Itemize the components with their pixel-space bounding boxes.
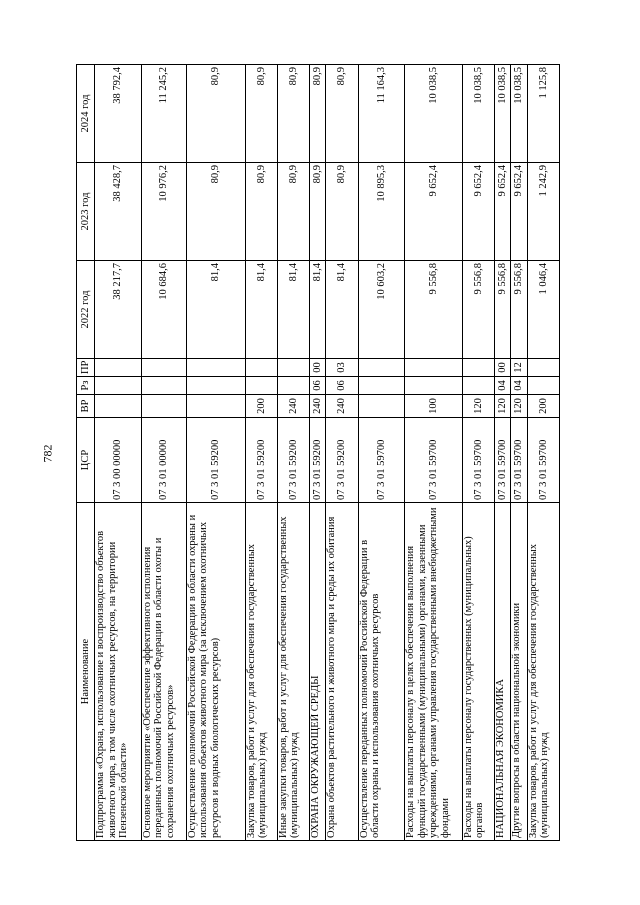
row-2022: 81,4 xyxy=(310,261,326,359)
row-2024: 10 038,5 xyxy=(405,65,463,163)
row-name: Другие вопросы в области национальной экономики xyxy=(511,503,527,841)
header-rz: Рз xyxy=(77,377,95,395)
row-csr: 07 3 01 59700 xyxy=(405,418,463,503)
row-name: Подпрограмма «Охрана, использование и воспроизводство объектов животного мира, в том числе охотничьих ресурсов, на территории Пензенской области» xyxy=(95,503,142,841)
row-csr: 07 3 01 59200 xyxy=(310,418,326,503)
table-row xyxy=(277,65,309,841)
row-2024: 11 164,3 xyxy=(358,65,405,163)
row-csr: 07 3 01 59700 xyxy=(495,418,511,503)
row-pr xyxy=(527,359,559,377)
row-2022: 9 556,8 xyxy=(462,261,494,359)
row-name: Закупка товаров, работ и услуг для обеспечения государственных (муниципальных) нужд xyxy=(245,503,277,841)
row-csr: 07 3 01 59700 xyxy=(527,418,559,503)
header-csr: ЦСР xyxy=(77,418,95,503)
header-pr: ПР xyxy=(77,359,95,377)
table-row xyxy=(462,65,494,841)
table-row xyxy=(358,65,405,841)
row-2022: 38 217,7 xyxy=(95,261,142,359)
header-2024: 2024 год xyxy=(77,65,95,163)
table-row xyxy=(511,65,527,841)
row-csr: 07 3 01 59200 xyxy=(326,418,358,503)
row-rz xyxy=(405,377,463,395)
header-2022: 2022 год xyxy=(77,261,95,359)
table-row xyxy=(527,65,559,841)
table-row xyxy=(405,65,463,841)
row-rz xyxy=(141,377,186,395)
row-rz xyxy=(245,377,277,395)
row-2022: 81,4 xyxy=(326,261,358,359)
table-row xyxy=(95,65,142,841)
row-2022: 9 556,8 xyxy=(405,261,463,359)
row-rz xyxy=(277,377,309,395)
row-vr: 240 xyxy=(326,395,358,418)
row-vr: 120 xyxy=(462,395,494,418)
row-pr: 00 xyxy=(310,359,326,377)
row-name: ОХРАНА ОКРУЖАЮЩЕЙ СРЕДЫ xyxy=(310,503,326,841)
row-name: Иные закупки товаров, работ и услуг для обеспечения государственных (муниципальных) нужд xyxy=(277,503,309,841)
row-vr: 200 xyxy=(527,395,559,418)
row-2024: 10 038,5 xyxy=(495,65,511,163)
row-pr xyxy=(245,359,277,377)
table-row xyxy=(495,65,511,841)
row-2022: 10 603,2 xyxy=(358,261,405,359)
row-pr xyxy=(405,359,463,377)
row-rz xyxy=(186,377,245,395)
table-row xyxy=(141,65,186,841)
row-2022: 9 556,8 xyxy=(511,261,527,359)
row-csr: 07 3 01 59700 xyxy=(511,418,527,503)
row-vr xyxy=(141,395,186,418)
table-row xyxy=(326,65,358,841)
table-row xyxy=(186,65,245,841)
row-name: Расходы на выплаты персоналу в целях обеспечения выполнения функций государственными (муниципальными) органами, казенными учреждениями, органами управления государственными внебюджетными фондами xyxy=(405,503,463,841)
row-2023: 9 652,4 xyxy=(405,163,463,261)
row-rz: 06 xyxy=(310,377,326,395)
page-number: 782 xyxy=(40,444,55,463)
row-2023: 9 652,4 xyxy=(511,163,527,261)
row-vr: 240 xyxy=(310,395,326,418)
row-name: Осуществление переданных полномочий Российской Федерации в области охраны и использования охотничьих ресурсов xyxy=(358,503,405,841)
row-csr: 07 3 00 00000 xyxy=(95,418,142,503)
row-rz: 04 xyxy=(511,377,527,395)
row-vr xyxy=(358,395,405,418)
row-2023: 9 652,4 xyxy=(495,163,511,261)
header-name: Наименование xyxy=(77,503,95,841)
row-vr: 100 xyxy=(405,395,463,418)
row-2022: 10 684,6 xyxy=(141,261,186,359)
row-vr xyxy=(95,395,142,418)
row-2022: 81,4 xyxy=(245,261,277,359)
row-2024: 80,9 xyxy=(186,65,245,163)
budget-table xyxy=(76,64,560,841)
row-2023: 1 242,9 xyxy=(527,163,559,261)
row-name: Расходы на выплаты персоналу государственных (муниципальных) органов xyxy=(462,503,494,841)
row-rz: 04 xyxy=(495,377,511,395)
row-2023: 80,9 xyxy=(186,163,245,261)
row-2023: 80,9 xyxy=(326,163,358,261)
row-2022: 9 556,8 xyxy=(495,261,511,359)
header-row xyxy=(77,65,95,841)
row-2023: 80,9 xyxy=(277,163,309,261)
row-vr: 240 xyxy=(277,395,309,418)
row-pr xyxy=(277,359,309,377)
row-rz xyxy=(358,377,405,395)
row-pr xyxy=(95,359,142,377)
row-pr xyxy=(141,359,186,377)
row-csr: 07 3 01 59200 xyxy=(186,418,245,503)
row-rz: 06 xyxy=(326,377,358,395)
row-2023: 80,9 xyxy=(245,163,277,261)
row-csr: 07 3 01 59700 xyxy=(358,418,405,503)
row-vr: 120 xyxy=(511,395,527,418)
row-2023: 9 652,4 xyxy=(462,163,494,261)
row-2022: 81,4 xyxy=(277,261,309,359)
row-csr: 07 3 01 59200 xyxy=(245,418,277,503)
row-2024: 10 038,5 xyxy=(511,65,527,163)
row-2023: 38 428,7 xyxy=(95,163,142,261)
table-row xyxy=(245,65,277,841)
row-pr: 03 xyxy=(326,359,358,377)
row-vr: 200 xyxy=(245,395,277,418)
row-2024: 11 245,2 xyxy=(141,65,186,163)
row-2024: 80,9 xyxy=(310,65,326,163)
row-csr: 07 3 01 59200 xyxy=(277,418,309,503)
row-2024: 80,9 xyxy=(326,65,358,163)
row-vr xyxy=(186,395,245,418)
row-name: Охрана объектов растительного и животного мира и среды их обитания xyxy=(326,503,358,841)
row-pr: 00 xyxy=(495,359,511,377)
row-name: Осуществление полномочий Российской Федерации в области охраны и использования объектов животного мира (за исключением охотничьих ресурсов и водных биологических ресурсов) xyxy=(186,503,245,841)
row-name: Основное мероприятие «Обеспечение эффективного исполнения переданных полномочий Российской Федерации в области охоты и сохранения охотничьих ресурсов» xyxy=(141,503,186,841)
row-pr xyxy=(358,359,405,377)
rotated-table-container xyxy=(76,65,560,841)
row-2024: 80,9 xyxy=(245,65,277,163)
header-2023: 2023 год xyxy=(77,163,95,261)
row-2023: 10 895,3 xyxy=(358,163,405,261)
row-2023: 80,9 xyxy=(310,163,326,261)
row-2024: 38 792,4 xyxy=(95,65,142,163)
row-rz xyxy=(95,377,142,395)
row-2022: 1 046,4 xyxy=(527,261,559,359)
row-2022: 81,4 xyxy=(186,261,245,359)
row-2024: 10 038,5 xyxy=(462,65,494,163)
row-vr: 120 xyxy=(495,395,511,418)
row-pr: 12 xyxy=(511,359,527,377)
row-2023: 10 976,2 xyxy=(141,163,186,261)
row-2024: 1 125,8 xyxy=(527,65,559,163)
row-pr xyxy=(186,359,245,377)
row-csr: 07 3 01 00000 xyxy=(141,418,186,503)
row-rz xyxy=(527,377,559,395)
row-name: НАЦИОНАЛЬНАЯ ЭКОНОМИКА xyxy=(495,503,511,841)
row-name: Закупка товаров, работ и услуг для обеспечения государственных (муниципальных) нужд xyxy=(527,503,559,841)
header-vr: ВР xyxy=(77,395,95,418)
row-csr: 07 3 01 59700 xyxy=(462,418,494,503)
row-2024: 80,9 xyxy=(277,65,309,163)
row-pr xyxy=(462,359,494,377)
table-row xyxy=(310,65,326,841)
row-rz xyxy=(462,377,494,395)
